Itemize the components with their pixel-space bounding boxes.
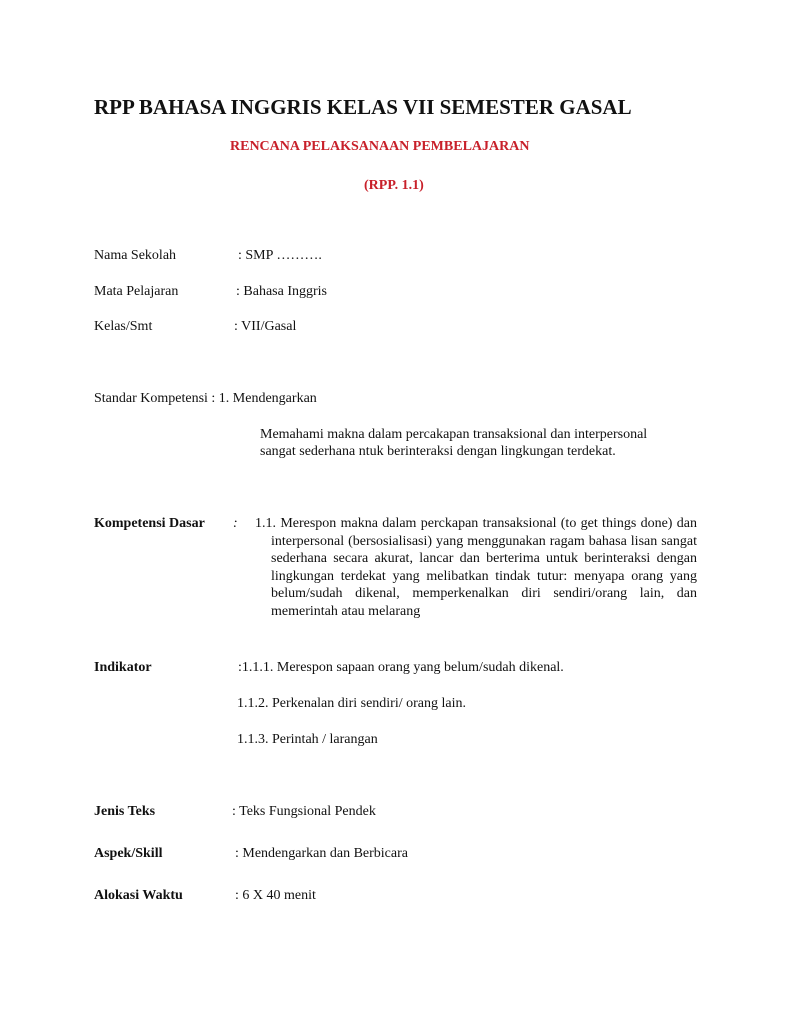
standard-description-line2: sangat sederhana ntuk berinteraksi dengan lingkungan terdekat. — [260, 444, 616, 459]
indicator-item-1: :1.1.1. Merespon sapaan orang yang belum/sudah dikenal. — [238, 660, 564, 675]
standard-description-line1: Memahami makna dalam percakapan transaksional dan interpersonal — [260, 427, 648, 442]
indicator-item-2: 1.1.2. Perkenalan diri sendiri/ orang lain. — [237, 696, 466, 711]
standard-competence-label: Standar Kompetensi : 1. Mendengarkan — [94, 391, 317, 406]
class-label: Kelas/Smt — [94, 319, 153, 334]
basic-competence-colon: : — [233, 516, 238, 531]
school-label: Nama Sekolah — [94, 248, 177, 263]
text-type-value: : Teks Fungsional Pendek — [232, 804, 376, 819]
time-allocation-label: Alokasi Waktu — [94, 888, 183, 903]
time-allocation-value: : 6 X 40 menit — [235, 888, 316, 903]
subject-value: : Bahasa Inggris — [236, 284, 327, 299]
indicator-label: Indikator — [94, 660, 152, 675]
skill-label: Aspek/Skill — [94, 846, 163, 861]
basic-competence-label: Kompetensi Dasar — [94, 516, 205, 531]
school-value: : SMP ………. — [238, 248, 322, 263]
class-value: : VII/Gasal — [234, 319, 297, 334]
subject-label: Mata Pelajaran — [94, 284, 179, 299]
indicator-item-3: 1.1.3. Perintah / larangan — [237, 732, 378, 747]
skill-value: : Mendengarkan dan Berbicara — [235, 846, 408, 861]
text-type-label: Jenis Teks — [94, 804, 156, 819]
basic-competence-text: 1.1. Merespon makna dalam perckapan transaksional (to get things done) dan interpersonal (bersosialisasi) yang menggunakan ragam bahasa lisan sangat sederhana secara akurat, lancar dan berterima untuk berinteraksi dengan lingkungan terdekat yang melibatkan tindak tutur: menyapa orang yang belum/sudah dikenal, memperkenalkan diri sendiri/orang lain, dan memerintah atau melarang — [255, 516, 697, 619]
document-subtitle: RENCANA PELAKSANAAN PEMBELAJARAN — [230, 139, 530, 154]
document-title: RPP BAHASA INGGRIS KELAS VII SEMESTER GASAL — [94, 95, 632, 119]
rpp-code: (RPP. 1.1) — [364, 178, 424, 193]
